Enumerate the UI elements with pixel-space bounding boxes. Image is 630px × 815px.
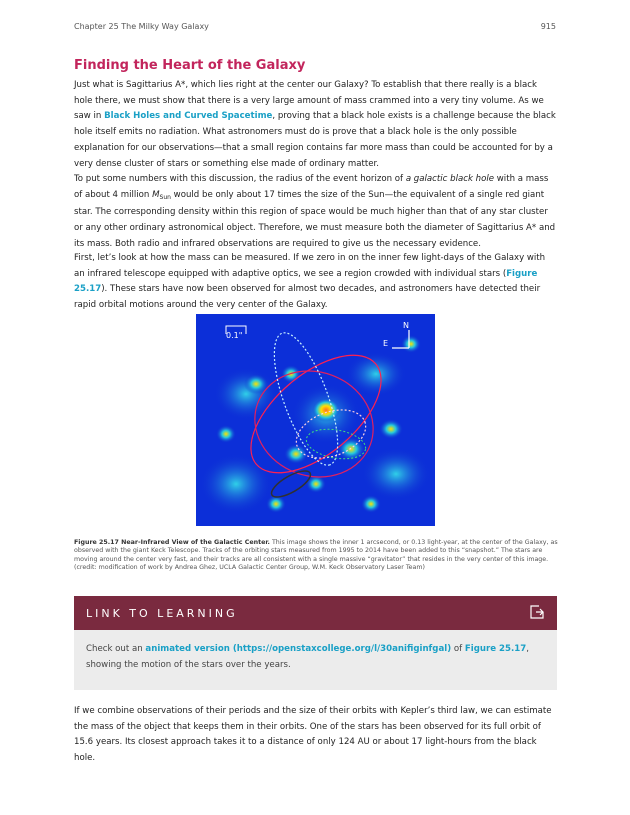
link-figure-25-17[interactable]: Figure 25.17 bbox=[74, 268, 538, 295]
link-box-title: LINK TO LEARNING bbox=[86, 607, 238, 620]
east-label: E bbox=[383, 339, 389, 348]
infrared-image bbox=[196, 314, 435, 526]
paragraph-2: To put some numbers with this discussion, the radius of the event horizon of a galactic black hole with a mass of about 4 million $M_{Sun}$ would be only about 17 times the size of the Sun—the equivalent of a single red giant star. The corresponding density within this region of space would be much higher than that of any star cluster or any other ordinary astronomical object. Therefore, we must measure both the diameter of Sagittarius A* and its mass. Both radio and infrared observations are required to give us the necessary evidence. bbox=[74, 174, 556, 249]
link-black-holes[interactable]: Black Holes and Curved Spacetime bbox=[104, 111, 273, 122]
scale-label: 0.1" bbox=[226, 331, 243, 340]
figure-caption: Figure 25.17 Near-Infrared View of the Galactic Center. This image shows the inner 1 arcsecond, or 0.13 light-year, at the center of the Galaxy, as observed with the giant Keck Telescope. Tracks of the orbiting stars measured from 1995 to 2014 have been added to this “snapshot.” The stars are moving around the center very fast, and their tracks are all consistent with a single massive “gravitator” that resides in the very center of this image. (credit: modification of work by Andrea Ghez, UCLA Galactic Center Group, W.M. Keck Observatory Laser Team) bbox=[74, 539, 558, 571]
paragraph-1: Just what is Sagittarius A*, which lies right at the center our Galaxy? To establish that there really is a black hole there, we must show that there is a very large amount of mass crammed into a very tiny volume. As we saw in Black Holes and Curved Spacetime, proving that a black hole exists is a challenge because the black hole itself emits no radiation. What astronomers must do is prove that a black hole is the only possible explanation for our observations—that a small region contains far more mass than could be accounted for by a very dense cluster of stars or something else made of ordinary matter. bbox=[74, 80, 556, 169]
galactic-center-image bbox=[196, 314, 435, 526]
chapter-title: Chapter 25 The Milky Way Galaxy bbox=[74, 22, 209, 31]
link-figure-25-17-box[interactable]: Figure 25.17 bbox=[464, 644, 527, 654]
running-head bbox=[74, 22, 556, 31]
section-title: Finding the Heart of the Galaxy bbox=[74, 58, 306, 73]
link-to-learning-box bbox=[74, 596, 557, 690]
paragraph-4: If we combine observations of their periods and the size of their orbits with Kepler’s third law, we can estimate the mass of the object that keeps them in their orbits. One of the stars has been observed for its full orbit of 15.6 years. Its closest approach takes it to a distance of only 124 AU or about 17 light-hours from the black hole. bbox=[74, 706, 552, 764]
animated-version-link[interactable]: animated version (https://openstaxcollege.org/l/30anifiginfgal) bbox=[145, 644, 452, 654]
paragraph-3: First, let’s look at how the mass can be measured. If we zero in on the inner few light-days of the Galaxy with an infrared telescope equipped with adaptive optics, we see a region crowded with individual stars (Figure 25.17). These stars have now been observed for almost two decades, and astronomers have detected their rapid orbital motions around the very center of the Galaxy. bbox=[74, 253, 546, 311]
link-box-header bbox=[74, 596, 557, 630]
link-box-text: Check out an animated version (https://openstaxcollege.org/l/30anifiginfgal) of Figure 25.17, showing the motion of the stars over the years. bbox=[86, 644, 529, 670]
north-label: N bbox=[403, 321, 409, 330]
external-link-icon[interactable] bbox=[529, 604, 545, 620]
page-number: 915 bbox=[540, 22, 556, 31]
